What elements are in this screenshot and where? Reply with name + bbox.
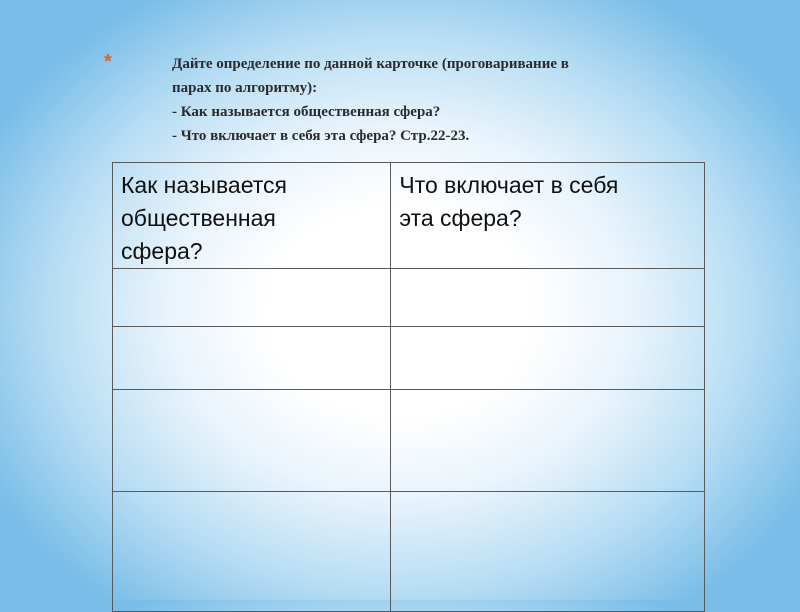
table-cell[interactable]: [391, 492, 705, 612]
table-cell[interactable]: [391, 269, 705, 327]
instruction-line-2: парах по алгоритму):: [172, 80, 318, 96]
instruction-line-1: Дайте определение по данной карточке (проговаривание в: [172, 56, 569, 72]
header-col1-line-1: Как называется: [121, 172, 287, 198]
header-cell-sphere-contents: [391, 163, 705, 269]
header-cell-sphere-name: [113, 163, 391, 269]
table-cell[interactable]: [391, 390, 705, 492]
table-cell[interactable]: [113, 269, 391, 327]
table-row: [113, 492, 705, 612]
header-col2-line-1: Что включает в себя: [399, 172, 619, 198]
table-header-row: [113, 163, 705, 269]
bullet-asterisk: *: [104, 51, 112, 73]
table-cell[interactable]: [113, 327, 391, 390]
table-row: [113, 327, 705, 390]
table-cell[interactable]: [113, 390, 391, 492]
table-row: [113, 269, 705, 327]
instruction-line-4: - Что включает в себя эта сфера? Стр.22-23.: [172, 128, 470, 144]
table-row: [113, 390, 705, 492]
instruction-text: [172, 52, 732, 148]
table-cell[interactable]: [113, 492, 391, 612]
definition-table: [112, 162, 705, 612]
header-col1-line-2: общественная: [121, 205, 276, 231]
table-cell[interactable]: [391, 327, 705, 390]
header-col1-line-3: сфера?: [121, 238, 203, 264]
header-col2-line-2: эта сфера?: [399, 205, 522, 231]
instruction-line-3: - Как называется общественная сфера?: [172, 104, 441, 120]
